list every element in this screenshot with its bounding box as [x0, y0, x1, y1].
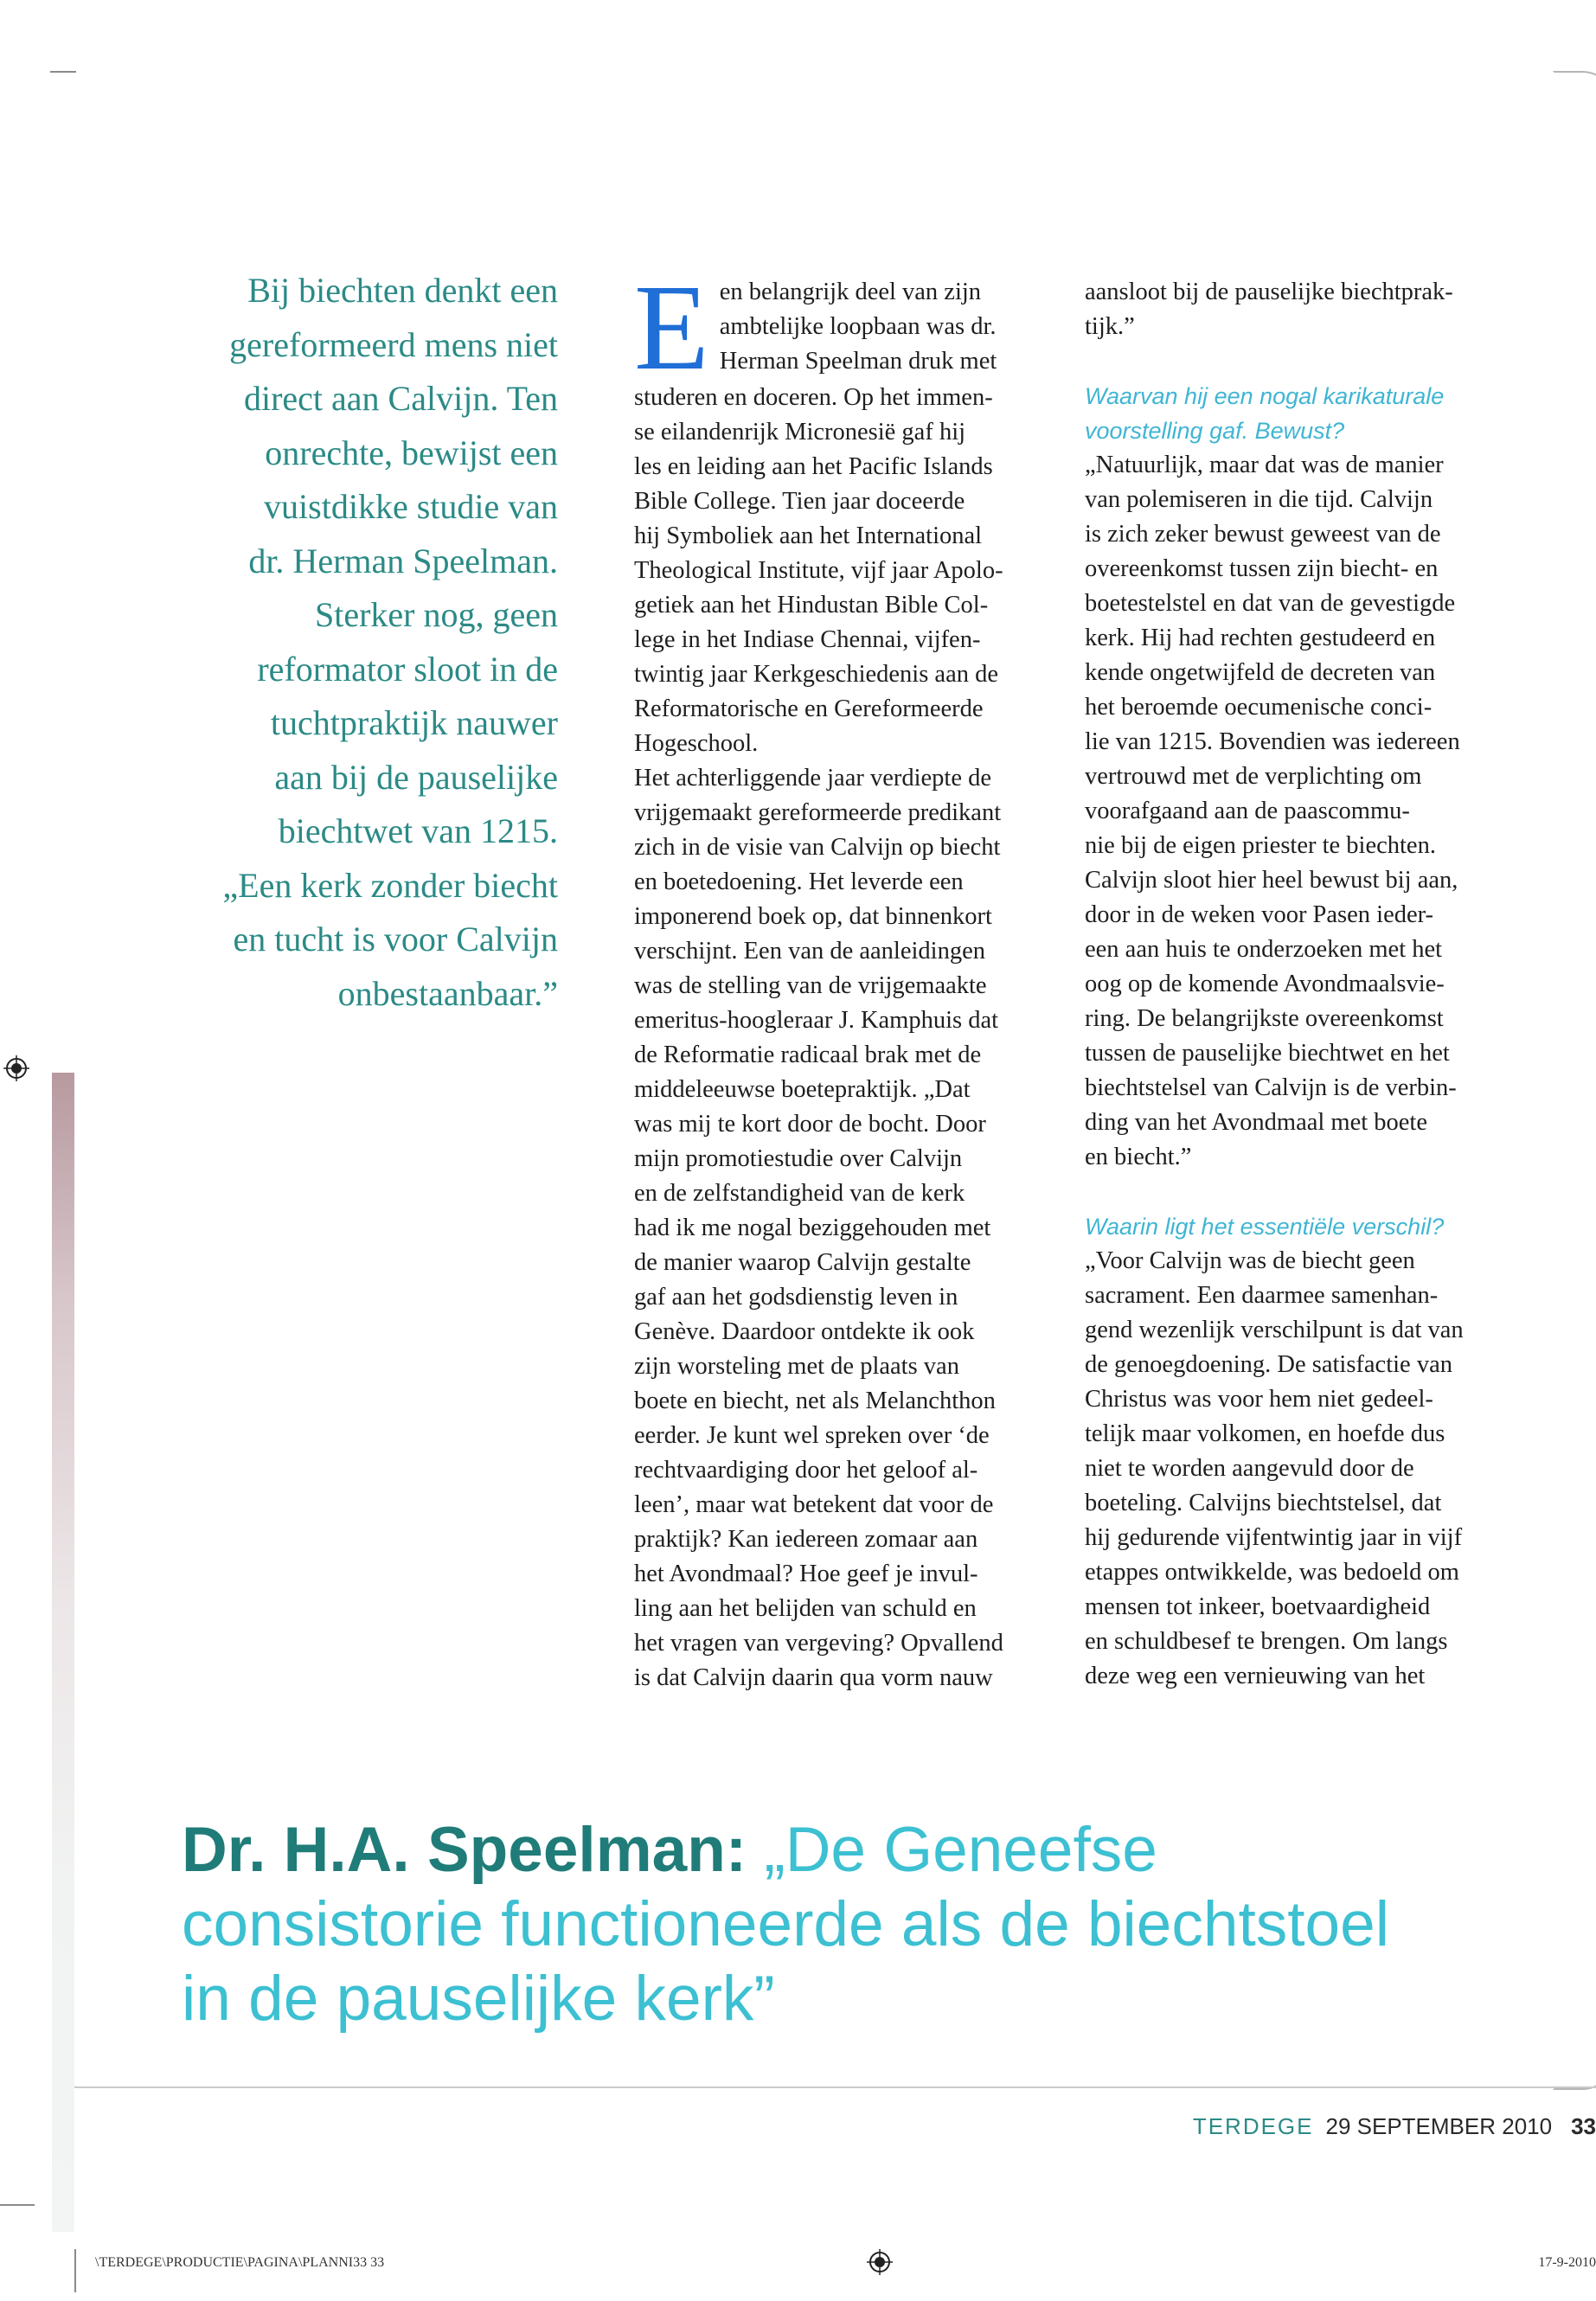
body-line: en belangrijk deel van zijn [719, 279, 982, 305]
registration-mark-icon [3, 1055, 29, 1081]
body-line: en schuldbesef te brengen. Om langs [1085, 1628, 1448, 1655]
body-line: de manier waarop Calvijn gestalte [634, 1249, 971, 1276]
body-line: ding van het Avondmaal met boete [1085, 1109, 1427, 1136]
footer-rule [74, 2086, 1596, 2088]
body-line: ring. De belangrijkste overeenkomst [1085, 1005, 1444, 1032]
page-edge-color-strip [52, 1073, 74, 2232]
body-line: van polemiseren in die tijd. Calvijn [1085, 486, 1433, 513]
headline-quote-start: „De Geneefse [747, 1815, 1157, 1885]
pull-quote-line: onbestaanbaar.” [337, 973, 558, 1013]
body-line: mijn promotiestudie over Calvijn [634, 1145, 963, 1172]
body-line: Bible College. Tien jaar doceerde [634, 488, 965, 515]
body-line: praktijk? Kan iedereen zomaar aan [634, 1526, 978, 1553]
body-line: mensen tot inkeer, boetvaardigheid [1085, 1593, 1431, 1620]
body-line: leen’, maar wat betekent dat voor de [634, 1491, 994, 1518]
body-line: „Voor Calvijn was de biecht geen [1085, 1247, 1415, 1274]
body-line: door in de weken voor Pasen ieder- [1085, 901, 1434, 928]
body-line: voorafgaand aan de paascommu- [1085, 798, 1410, 824]
body-line: vertrouwd met de verplichting om [1085, 763, 1422, 790]
body-line: zijn worsteling met de plaats van [634, 1353, 959, 1380]
pull-quote-line: Bij biechten denkt een [247, 271, 558, 310]
body-line: les en leiding aan het Pacific Islands [634, 453, 993, 480]
interview-question: voorstelling gaf. Bewust? [1085, 418, 1345, 444]
body-line: is dat Calvijn daarin qua vorm nauw [634, 1664, 993, 1691]
body-line: hij gedurende vijfentwintig jaar in vijf [1085, 1524, 1463, 1551]
body-line: Genève. Daardoor ontdekte ik ook [634, 1318, 975, 1345]
body-line: overeenkomst tussen zijn biecht- en [1085, 555, 1439, 582]
body-line: en de zelfstandigheid van de kerk [634, 1180, 965, 1207]
pull-quote-line: tuchtpraktijk nauwer [270, 703, 558, 742]
page-number: 33 [1571, 2113, 1596, 2139]
article-headline [182, 1813, 1531, 2036]
body-line: een aan huis te onderzoeken met het [1085, 936, 1443, 963]
body-line: kende ongetwijfeld de decreten van [1085, 659, 1436, 686]
body-line: zich in de visie van Calvijn op biecht [634, 834, 1001, 861]
page-footer [1193, 2109, 1596, 2144]
registration-mark-bottom-icon [867, 2249, 893, 2275]
body-line: Calvijn sloot hier heel bewust bij aan, [1085, 867, 1458, 894]
print-slug-path: \TERDEGE\PRODUCTIE\PAGINA\PLANNI33 33 [95, 2255, 385, 2270]
body-line: gend wezenlijk verschilpunt is dat van [1085, 1317, 1464, 1343]
print-slug-date: 17-9-2010 [1538, 2255, 1596, 2270]
body-line: ling aan het belijden van schuld en [634, 1595, 977, 1622]
body-line: lege in het Indiase Chennai, vijfen- [634, 626, 981, 653]
body-line: boeteling. Calvijns biechtstelsel, dat [1085, 1490, 1442, 1516]
crop-mark-top-left [50, 71, 76, 73]
body-line: „Natuurlijk, maar dat was de manier [1085, 452, 1444, 478]
body-line: Reformatorische en Gereformeerde [634, 695, 984, 722]
article-column-1 [634, 259, 1067, 1695]
body-line: en boetedoening. Het leverde een [634, 868, 964, 895]
pull-quote-line: direct aan Calvijn. Ten [243, 379, 558, 418]
body-line: sacrament. Een daarmee samenhan- [1085, 1282, 1439, 1309]
body-line: nie bij de eigen priester te biechten. [1085, 832, 1436, 859]
body-line: etappes ontwikkelde, was bedoeld om [1085, 1559, 1459, 1586]
body-line: is zich zeker bewust geweest van de [1085, 521, 1441, 548]
body-line: eerder. Je kunt wel spreken over ‘de [634, 1422, 990, 1449]
drop-cap: E [634, 259, 709, 395]
issue-date: 29 SEPTEMBER 2010 [1325, 2113, 1553, 2139]
body-line: telijk maar volkomen, en hoefde dus [1085, 1420, 1445, 1447]
body-line: vrijgemaakt gereformeerde predikant [634, 799, 1002, 826]
body-line: boetestelstel en dat van de gevestigde [1085, 590, 1456, 617]
trim-corner-bottom-right [1553, 2037, 1596, 2090]
headline-line-1 [182, 1813, 1531, 1888]
body-line: had ik me nogal beziggehouden met [634, 1215, 991, 1241]
pull-quote-line: dr. Herman Speelman. [248, 541, 558, 580]
pull-quote-line: „Een kerk zonder biecht [222, 865, 558, 905]
magazine-name: TERDEGE [1192, 2113, 1314, 2139]
body-line: imponerend boek op, dat binnenkort [634, 903, 992, 930]
body-line: boete en biecht, net als Melanchthon [634, 1388, 996, 1414]
body-line: Christus was voor hem niet gedeel- [1085, 1386, 1433, 1413]
pull-quote-line: biechtwet van 1215. [278, 811, 558, 850]
pull-quote-line: onrechte, bewijst een [265, 433, 558, 472]
body-line: middeleeuwse boetepraktijk. „Dat [634, 1076, 971, 1103]
body-line: kerk. Hij had rechten gestudeerd en [1085, 625, 1436, 651]
body-line: en biecht.” [1085, 1144, 1192, 1170]
body-line: niet te worden aangevuld door de [1085, 1455, 1414, 1482]
body-line: was mij te kort door de bocht. Door [634, 1111, 986, 1138]
body-line: tussen de pauselijke biechtwet en het [1085, 1040, 1450, 1067]
body-line: de Reformatie radicaal brak met de [634, 1042, 982, 1068]
body-line: het beroemde oecumenische conci- [1085, 694, 1433, 721]
body-line: studeren en doceren. Op het immen- [634, 384, 993, 411]
pull-quote-line: gereformeerd mens niet [229, 324, 558, 364]
body-line: aansloot bij de pauselijke biechtprak- [1085, 279, 1453, 305]
body-line: getiek aan het Hindustan Bible Col- [634, 592, 989, 619]
body-line: se eilandenrijk Micronesië gaf hij [634, 419, 966, 445]
body-line: was de stelling van de vrijgemaakte [634, 972, 987, 999]
body-line: Theological Institute, vijf jaar Apolo- [634, 557, 1003, 584]
headline-line-2: consistorie functioneerde als de biechtstoel [182, 1889, 1389, 1959]
body-line: hij Symboliek aan het International [634, 522, 983, 549]
body-line: emeritus-hoogleraar J. Kamphuis dat [634, 1007, 999, 1034]
body-line: oog op de komende Avondmaalsvie- [1085, 971, 1445, 997]
headline-line-3: in de pauselijke kerk” [182, 1964, 775, 2034]
body-line: gaf aan het godsdienstig leven in [634, 1284, 958, 1311]
body-line: het vragen van vergeving? Opvallend [634, 1630, 1003, 1657]
crop-mark-bottom-left-h [0, 2204, 35, 2206]
pull-quote-line: en tucht is voor Calvijn [233, 920, 558, 958]
body-line: de genoegdoening. De satisfactie van [1085, 1351, 1452, 1378]
headline-name: Dr. H.A. Speelman: [182, 1815, 747, 1885]
body-line: twintig jaar Kerkgeschiedenis aan de [634, 661, 999, 688]
crop-mark-bottom-left-v [74, 2249, 76, 2292]
body-line: Hogeschool. [634, 730, 759, 757]
trim-corner-top-right [1553, 71, 1596, 126]
body-line: ambtelijke loopbaan was dr. [719, 313, 997, 340]
body-line: Het achterliggende jaar verdiepte de [634, 765, 992, 792]
body-line: verschijnt. Een van de aanleidingen [634, 938, 985, 965]
interview-question: Waarvan hij een nogal karikaturale [1085, 383, 1445, 409]
body-line: deze weg een vernieuwing van het [1085, 1663, 1426, 1689]
body-line: tijk.” [1085, 313, 1135, 340]
pull-quote-line: Sterker nog, geen [314, 595, 558, 634]
pull-quote-line: vuistdikke studie van [264, 487, 558, 526]
pull-quote-line: reformator sloot in de [257, 649, 558, 689]
pull-quote [147, 264, 558, 1021]
body-line: biechtstelsel van Calvijn is de verbin- [1085, 1074, 1457, 1101]
interview-question: Waarin ligt het essentiële verschil? [1085, 1214, 1445, 1240]
body-line: rechtvaardiging door het geloof al- [634, 1457, 978, 1484]
pull-quote-line: aan bij de pauselijke [274, 757, 558, 797]
body-line: lie van 1215. Bovendien was iedereen [1085, 728, 1460, 755]
body-line: Herman Speelman druk met [719, 348, 997, 375]
article-column-2 [1085, 275, 1517, 1694]
body-line: het Avondmaal? Hoe geef je invul- [634, 1561, 978, 1587]
